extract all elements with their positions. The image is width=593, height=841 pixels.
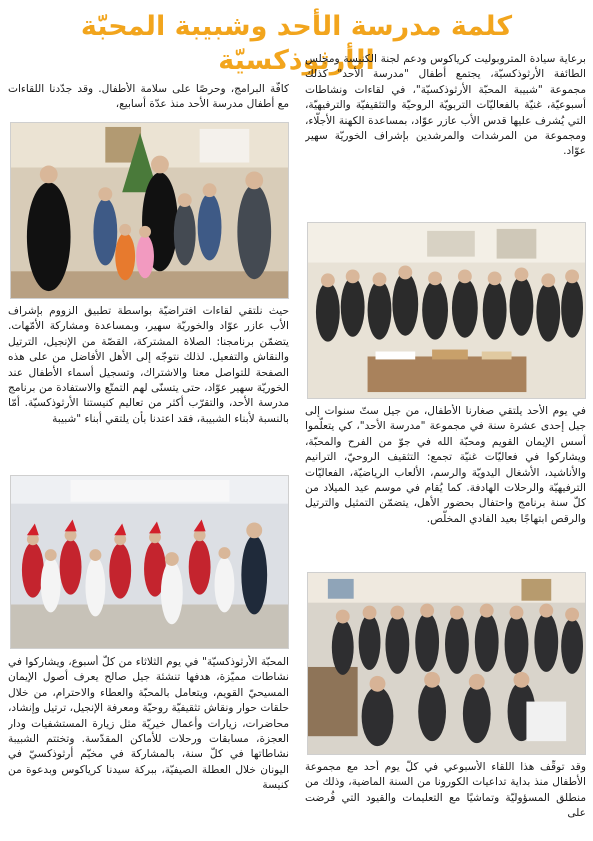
photo-seated-group-image (308, 223, 585, 398)
paragraph-right-bottom: وقد توقّف هذا اللقاء الأسبوعي في كلّ يوم أحد مع مجموعة الأطفال منذ بداية تداعيات الكورونا من السنة الماضية، وذلك من منطلق المسؤوليّة وتماشيًا مع التعليمات والقيود التي فُرضت على (305, 761, 586, 820)
text-block-right-bottom (305, 760, 586, 838)
text-block-left-top (8, 82, 289, 116)
paragraph-left-mid: حيث نلتقي لقاءات افتراضيّة بواسطة تطبيق الزووم بإشراف الأب عازر عوّاد والخوريّة سهير، وبمساعدة ومشاركة الأمّهات. يتضمّن برنامجنا: الصلاة المشتركة، القصّة من الإنجيل، الترتيل والنقاش والتفعيل. لذلك نتوجّه إلى الأهل الأفاضل من على هذه الصفحة للتواصل معنا والاشتراك، وتسجيل أسماء الأطفال عند الخوريّة سهير عوّاد، حتى يتسنّى لهم التمتّع والاستفادة من برنامج مدرسة الأحد، والتقرّب أكثر من تعاليم كنيستنا الأرثوذكسيّة. أمّا بالنسبة لأبناء الشبيبة، فقد اعتدنا بأن يلتقي أبناء "شبيبة (8, 305, 289, 425)
photo-large-group (307, 572, 586, 755)
text-block-right-top (305, 52, 586, 220)
paragraph-right-top: برعاية سيادة المتروبوليت كرياكوس ودعم لجنة الكنيسة ومجلس الطائفة الأرثوذكسيّة، يجتمع أطفال "مدرسة الأحد" كذلك مجموعة "شبيبة المحبّة الأرثوذكسيّة"، في لقاءات ونشاطات أسبوعيّة، غنيّة بالفعاليّات التربويّة الروحيّة والتثقيفيّة والترفيهيّة، التي يُشرف عليها قدس الأب عازر عوّاد، بمساعدة الكهنة الأجلّاء، ومجموعة من المرشدات والمرشدين بإشراف الخوريّة سهير عوّاد. (305, 53, 586, 158)
photo-priests-children (10, 122, 289, 299)
photo-children-santa (10, 475, 289, 649)
paragraph-left-top: كافّة البرامج، وحرصًا على سلامة الأطفال. وقد جدّدنا اللقاءات مع أطفال مدرسة الأحد منذ عدّة أسابيع، (8, 83, 289, 111)
text-block-left-bottom (8, 655, 289, 838)
page-title: كلمة مدرسة الأحد وشبيبة المحبّة الأرثوذكسيّة (80, 11, 513, 76)
photo-children-santa-image (11, 476, 288, 648)
photo-priests-children-image (11, 123, 288, 298)
photo-large-group-image (308, 573, 585, 754)
text-block-left-mid (8, 304, 289, 472)
paragraph-right-mid: في يوم الأحد يلتقي صغارنا الأطفال، من جيل ستّ سنوات إلى جيل إحدى عشرة سنة في مجموعة "مدرسة الأحد"، كي يتعلّموا أسس الإيمان القويم ومحبّة الله في جوّ من الفرح والمحبّة، ويشاركوا في فعاليّات غنيّة تجمع: التثقيف الروحيّ، الترانيم والأناشيد، الأشغال اليدويّة والرسم، الألعاب الرياضيّة، الفعاليّات الترفيهيّة والرحلات الهادفة. كما يُقام في موسم عيد الميلاد من كلّ سنة برنامج واحتفال بحضور الأهل، يتضمّن التمثيل والترتيل والرقص ابتهاجًا بعيد الفادي المخلّص. (305, 405, 586, 525)
photo-seated-group (307, 222, 586, 399)
paragraph-left-bottom: المحبّة الأرثوذكسيّة" في يوم الثلاثاء من كلّ أسبوع، ويشاركوا في نشاطات مميّزة، هدفها تنشئة جيل صالح يعرف أصول الإيمان المسيحيّ القويم، ويتعامل بالمحبّة والعطاء والاحترام، من خلال حلقات حوار ونقاش تثقيفيّة روحيّة ومعرفة الإنجيل، ترتيل وإنشاد، محاضرات، زيارات وأعمال خيريّة مثل زيارة المستشفيات ودار العجزة، مسابقات ورحلات للأماكن المقدّسة. وتختتم الشبيبة نشاطاتها في كلّ سنة، بالمشاركة في مخيّم أرثوذكسيّ في اليونان خلال العطلة الصيفيّة، ببركة سيدنا كرياكوس وبدعوة من كنيسة (8, 656, 289, 792)
